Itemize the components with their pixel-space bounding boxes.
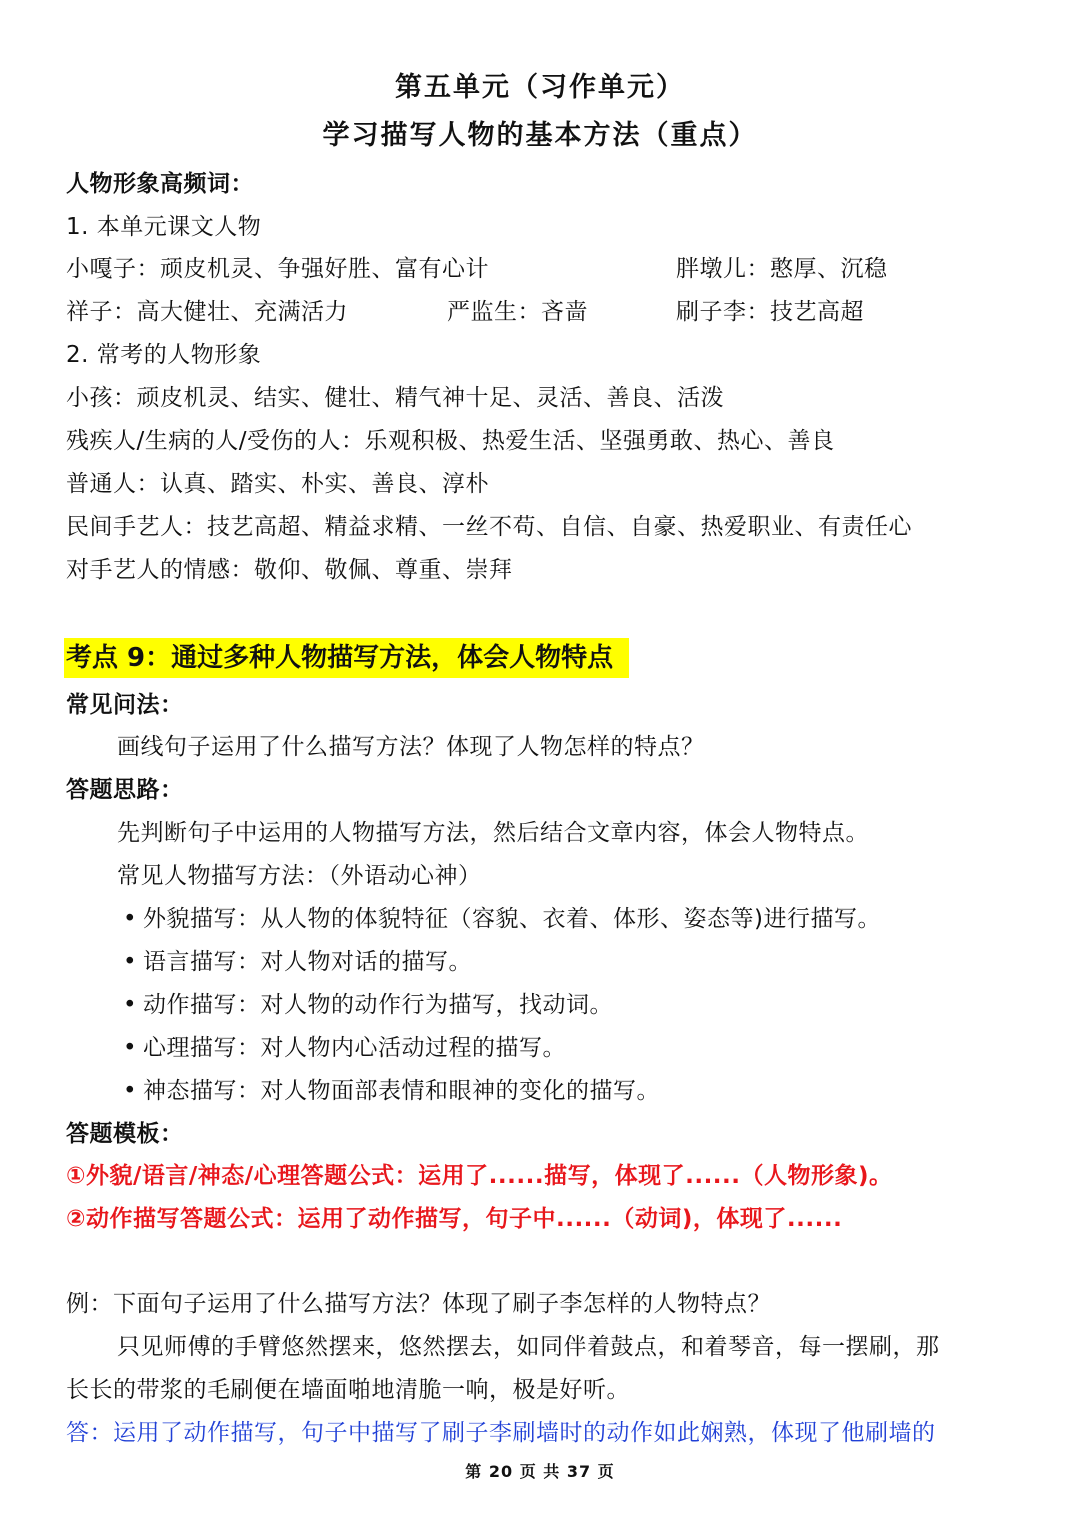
- method-text: 心理描写：对人物内心活动过程的描写。: [143, 1035, 566, 1061]
- method-text: 语言描写：对人物对话的描写。: [143, 949, 472, 975]
- approach-heading: 答题思路：: [66, 777, 184, 803]
- question-heading: 常见问法：: [66, 692, 184, 718]
- kaodian-title: 考点 9：通过多种人物描写方法，体会人物特点: [64, 638, 629, 678]
- image-item: 残疾人/生病的人/受伤的人：乐观积极、热爱生活、坚强勇敢、热心、善良: [66, 428, 835, 454]
- example-passage: 只见师傅的手臂悠然摆来，悠然摆去，如同伴着鼓点，和着琴音，每一摆刷，那: [117, 1334, 940, 1360]
- method-item: [117, 946, 472, 978]
- image-item: 普通人：认真、踏实、朴实、善良、淳朴: [66, 471, 489, 497]
- method-item: [117, 989, 613, 1021]
- template-formula-2: ②动作描写答题公式：运用了动作描写，句子中......（动词)，体现了......: [66, 1206, 843, 1232]
- bullet-icon: •: [122, 906, 138, 932]
- method-text: 动作描写：对人物的动作行为描写，找动词。: [143, 992, 613, 1018]
- bullet-icon: •: [122, 1035, 138, 1061]
- approach-text: 先判断句子中运用的人物描写方法，然后结合文章内容，体会人物特点。: [117, 820, 869, 846]
- answer-text: 答：运用了动作描写，句子中描写了刷子李刷墙时的动作如此娴熟，体现了他刷墙的: [66, 1420, 936, 1446]
- section1-title: 1. 本单元课文人物: [66, 214, 262, 240]
- method-text: 神态描写：对人物面部表情和眼神的变化的描写。: [143, 1078, 660, 1104]
- example-question: 例：下面句子运用了什么描写方法？体现了刷子李怎样的人物特点？: [66, 1291, 771, 1317]
- example-passage-continued: 长长的带浆的毛刷便在墙面啪地清脆一响，极是好听。: [66, 1377, 630, 1403]
- method-item: [117, 903, 881, 935]
- method-text: 外貌描写：从人物的体貌特征（容貌、衣着、体形、姿态等)进行描写。: [143, 906, 881, 932]
- character-xiangzi: 祥子：高大健壮、充满活力: [66, 299, 348, 325]
- character-xiaogazi: 小嘎子：顽皮机灵、争强好胜、富有心计: [66, 256, 489, 282]
- template-heading: 答题模板：: [66, 1121, 184, 1147]
- template-formula-1: ①外貌/语言/神态/心理答题公式：运用了......描写，体现了......（人物形象)。: [66, 1163, 893, 1189]
- character-shuazili: 刷子李：技艺高超: [676, 299, 864, 325]
- unit-title: 第五单元（习作单元）: [395, 72, 685, 103]
- page-number: 第 20 页 共 37 页: [465, 1462, 615, 1481]
- topic-title: 学习描写人物的基本方法（重点）: [322, 120, 758, 151]
- character-pangduner: 胖墩儿：憨厚、沉稳: [676, 256, 888, 282]
- method-item: [117, 1075, 660, 1107]
- image-item: 小孩：顽皮机灵、结实、健壮、精气神十足、灵活、善良、活泼: [66, 385, 724, 411]
- vocab-heading: 人物形象高频词：: [66, 171, 254, 197]
- common-question: 画线句子运用了什么描写方法？体现了人物怎样的特点？: [117, 734, 705, 760]
- character-yanjiansheng: 严监生：吝啬: [447, 299, 588, 325]
- bullet-icon: •: [122, 949, 138, 975]
- image-item: 民间手艺人：技艺高超、精益求精、一丝不苟、自信、自豪、热爱职业、有责任心: [66, 514, 912, 540]
- section2-title: 2. 常考的人物形象: [66, 342, 262, 368]
- bullet-icon: •: [122, 1078, 138, 1104]
- bullet-icon: •: [122, 992, 138, 1018]
- method-item: [117, 1032, 566, 1064]
- image-item: 对手艺人的情感：敬仰、敬佩、尊重、崇拜: [66, 557, 513, 583]
- methods-intro: 常见人物描写方法：（外语动心神）: [117, 863, 482, 889]
